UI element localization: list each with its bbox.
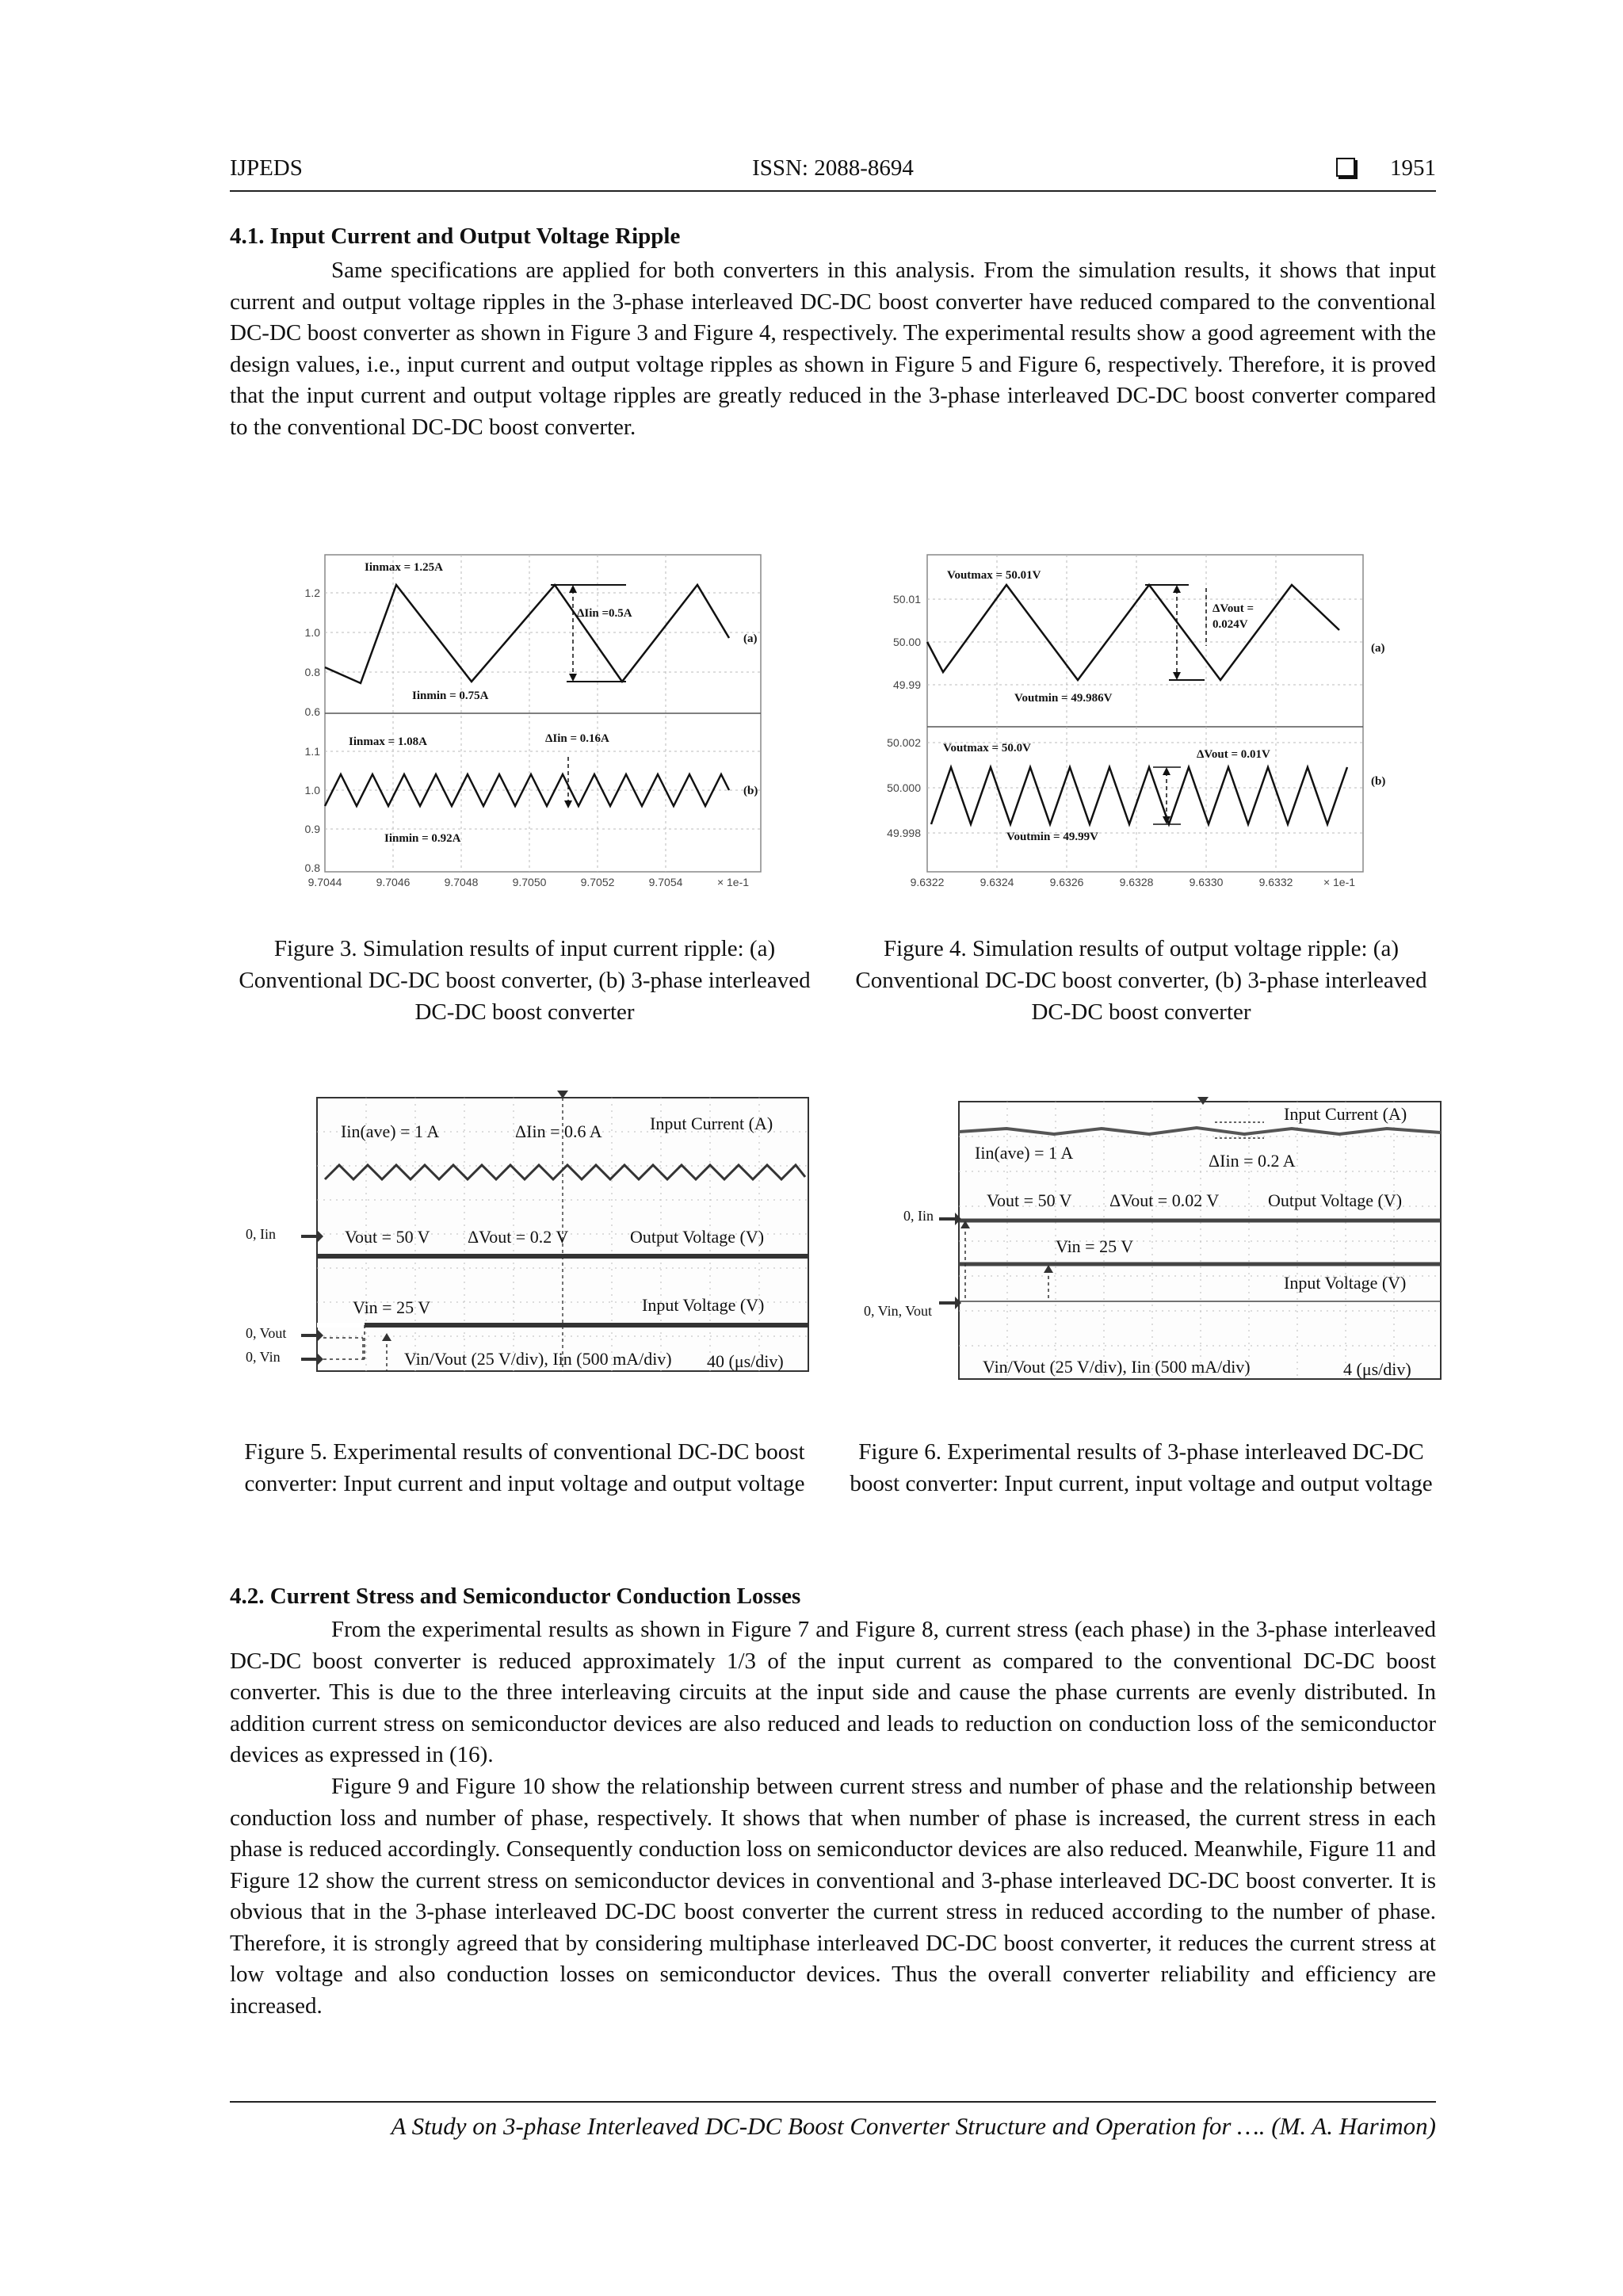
label-vertical-scale: Vin/Vout (25 V/div), Iin (500 mA/div) — [983, 1357, 1251, 1377]
channel-label-current: Input Current (A) — [1284, 1104, 1407, 1124]
label-vout-max: Voutmax = 50.01V — [947, 569, 1041, 582]
y-tick-label: 1.2 — [304, 586, 320, 599]
y-tick-label: 1.0 — [304, 626, 320, 639]
y-tick-label: 0.8 — [304, 861, 320, 874]
figure-4-caption: Figure 4. Simulation results of output voltage ripple: (a) Conventional DC-DC boost converter, (b) 3-phase interleaved DC-DC boost converter — [855, 936, 1427, 1025]
x-tick-label: 9.6322 — [910, 876, 945, 888]
label-delta-iin: ΔIin =0.5A — [577, 607, 632, 620]
journal-name: IJPEDS — [230, 155, 303, 181]
label-vout: Vout = 50 V — [345, 1227, 430, 1247]
label-iin-min: Iinmin = 0.75A — [412, 690, 489, 702]
y-tick-label: 0.6 — [304, 705, 320, 718]
x-tick-label: 9.6328 — [1119, 876, 1154, 888]
figure-3-caption: Figure 3. Simulation results of input current ripple: (a) Conventional DC-DC boost converter, (b) 3-phase interleaved DC-DC boost converter — [239, 936, 811, 1025]
x-axis-multiplier: × 1e-1 — [716, 876, 750, 888]
figure-6-caption: Figure 6. Experimental results of 3-phase interleaved DC-DC boost converter: Input current, input voltage and output voltage — [850, 1439, 1433, 1496]
square-bullet-icon — [1336, 158, 1355, 177]
x-tick-label: 9.6330 — [1189, 876, 1224, 888]
label-iin-max: Iinmax = 1.25A — [365, 561, 443, 574]
section-paragraph: Same specifications are applied for both converters in this analysis. From the simulation results, it shows that input current and output voltage ripples in the 3-phase interleaved DC-DC boost converter have reduced compared to the conventional DC-DC boost converter as shown in Figure 3 and Figure 4, respectively. The experimental results show a good agreement with the design values, i.e., input current and output voltage ripples as shown in Figure 5 and Figure 6, respectively. Therefore, it is proved that the input current and output voltage ripples are greatly reduced in the 3-phase interleaved DC-DC boost converter compared to the conventional DC-DC boost converter. — [230, 258, 1436, 440]
label-delta-vout-b: ΔVout = 0.01V — [1197, 748, 1270, 761]
x-tick-label: 9.6326 — [1049, 876, 1084, 888]
label-vout-min-b: Voutmin = 49.99V — [1006, 831, 1098, 843]
x-tick-label: 9.7054 — [648, 876, 683, 888]
label-delta-iin: ΔIin = 0.2 A — [1209, 1151, 1296, 1171]
label-iin-ave: Iin(ave) = 1 A — [975, 1143, 1074, 1163]
y-tick-label: 49.99 — [892, 678, 921, 691]
channel-label-current: Input Current (A) — [650, 1114, 773, 1133]
running-header — [230, 155, 1436, 192]
x-tick-label: 9.6332 — [1258, 876, 1293, 888]
figure-4-plot — [880, 555, 1403, 888]
label-delta-vout: ΔVout = 0.02 V — [1109, 1190, 1220, 1210]
figure-3-plot — [293, 555, 769, 888]
page-number: 1951 — [1390, 155, 1436, 181]
figure-5-caption: Figure 5. Experimental results of conventional DC-DC boost converter: Input current and input voltage and output voltage — [244, 1439, 805, 1496]
section-title: 4.2. Current Stress and Semiconductor Conduction Losses — [230, 1584, 801, 1609]
x-tick-label: 9.7052 — [580, 876, 615, 888]
marker-vin-vout: 0, Vin, Vout — [864, 1303, 932, 1319]
label-iin-ave: Iin(ave) = 1 A — [341, 1121, 440, 1141]
label-time-scale: 40 (μs/div) — [707, 1351, 784, 1371]
panel-tag-b: (b) — [1371, 775, 1386, 788]
section-title: 4.1. Input Current and Output Voltage Ripple — [230, 223, 681, 249]
channel-label-vout: Output Voltage (V) — [630, 1227, 765, 1247]
label-vout-max-b: Voutmax = 50.0V — [943, 742, 1031, 755]
channel-label-vin: Input Voltage (V) — [1284, 1273, 1407, 1293]
x-tick-label: 9.7050 — [512, 876, 547, 888]
label-delta-iin: ΔIin = 0.6 A — [515, 1121, 602, 1141]
label-vout-min: Voutmin = 49.986V — [1014, 692, 1113, 705]
label-delta-vout: ΔVout = 0.2 V — [468, 1227, 569, 1247]
x-tick-label: 9.7048 — [444, 876, 479, 888]
y-tick-label: 49.998 — [887, 827, 921, 839]
panel-tag-a: (a) — [743, 632, 758, 645]
label-delta-iin-b: ΔIin = 0.16A — [545, 732, 609, 745]
y-tick-label: 50.000 — [887, 781, 921, 794]
figure-5-scope — [238, 1086, 816, 1387]
channel-label-vin: Input Voltage (V) — [642, 1295, 765, 1315]
figure-6-scope — [856, 1094, 1450, 1395]
label-delta-vout-1: ΔVout = — [1212, 602, 1254, 615]
x-axis-multiplier: × 1e-1 — [1323, 876, 1356, 888]
ground-marker-icon — [939, 1213, 961, 1225]
section-paragraph: Figure 9 and Figure 10 show the relationship between current stress and number of phase and the relationship between conduction loss and number of phase, respectively. It shows that when number of phase is increased, the current stress in each phase is reduced accordingly. Consequently conduction loss on semiconductor devices are also reduced. Meanwhile, Figure 11 and Figure 12 show the current stress on semiconductor devices in conventional and 3-phase interleaved DC-DC boost converter. It is obvious that in the 3-phase interleaved DC-DC boost converter the current stress in reduced according to the number of phase. Therefore, it is strongly agreed that by considering multiphase interleaved DC-DC boost converter, it reduces the current stress at low voltage and also conduction losses on semiconductor devices. Thus the overall converter reliability and efficiency are increased. — [230, 1774, 1436, 2019]
x-tick-label: 9.7046 — [376, 876, 411, 888]
x-tick-label: 9.6324 — [980, 876, 1014, 888]
panel-tag-b: (b) — [743, 785, 758, 797]
y-tick-label: 0.9 — [304, 823, 320, 835]
label-vin: Vin = 25 V — [1056, 1236, 1134, 1256]
label-iin-max-b: Iinmax = 1.08A — [349, 735, 427, 748]
label-vertical-scale: Vin/Vout (25 V/div), Iin (500 mA/div) — [404, 1349, 672, 1369]
label-vin: Vin = 25 V — [353, 1297, 431, 1317]
y-tick-label: 50.002 — [887, 736, 921, 749]
label-iin-min-b: Iinmin = 0.92A — [384, 832, 461, 845]
marker-vin: 0, Vin — [246, 1349, 281, 1365]
running-footer: A Study on 3-phase Interleaved DC-DC Boost Converter Structure and Operation for …. (M. A. Harimon) — [230, 2101, 1436, 2141]
ground-marker-icon — [939, 1297, 961, 1309]
label-vout: Vout = 50 V — [987, 1190, 1072, 1210]
issn: ISSN: 2088-8694 — [752, 155, 914, 181]
y-tick-label: 1.1 — [304, 745, 320, 758]
section-paragraph: From the experimental results as shown in Figure 7 and Figure 8, current stress (each phase) in the 3-phase interleaved DC-DC boost converter is reduced approximately 1/3 of the input current as compared to the conventional DC-DC boost converter. This is due to the three interleaving circuits at the input side and cause the phase currents are evenly distributed. In addition current stress on semiconductor devices are also reduced and leads to reduction on conduction loss of the semiconductor devices as expressed in (16). — [230, 1617, 1436, 1767]
label-delta-vout-2: 0.024V — [1212, 618, 1248, 631]
panel-tag-a: (a) — [1371, 642, 1385, 655]
y-tick-label: 50.00 — [892, 636, 921, 648]
marker-iin: 0, Iin — [246, 1226, 276, 1242]
marker-vout: 0, Vout — [246, 1325, 287, 1341]
y-tick-label: 50.01 — [892, 593, 921, 606]
channel-label-vout: Output Voltage (V) — [1268, 1190, 1403, 1210]
x-tick-label: 9.7044 — [307, 876, 342, 888]
y-tick-label: 1.0 — [304, 784, 320, 797]
page-number-block — [1336, 155, 1436, 181]
label-time-scale: 4 (μs/div) — [1343, 1359, 1411, 1379]
marker-iin: 0, Iin — [903, 1208, 934, 1224]
y-tick-label: 0.8 — [304, 666, 320, 678]
